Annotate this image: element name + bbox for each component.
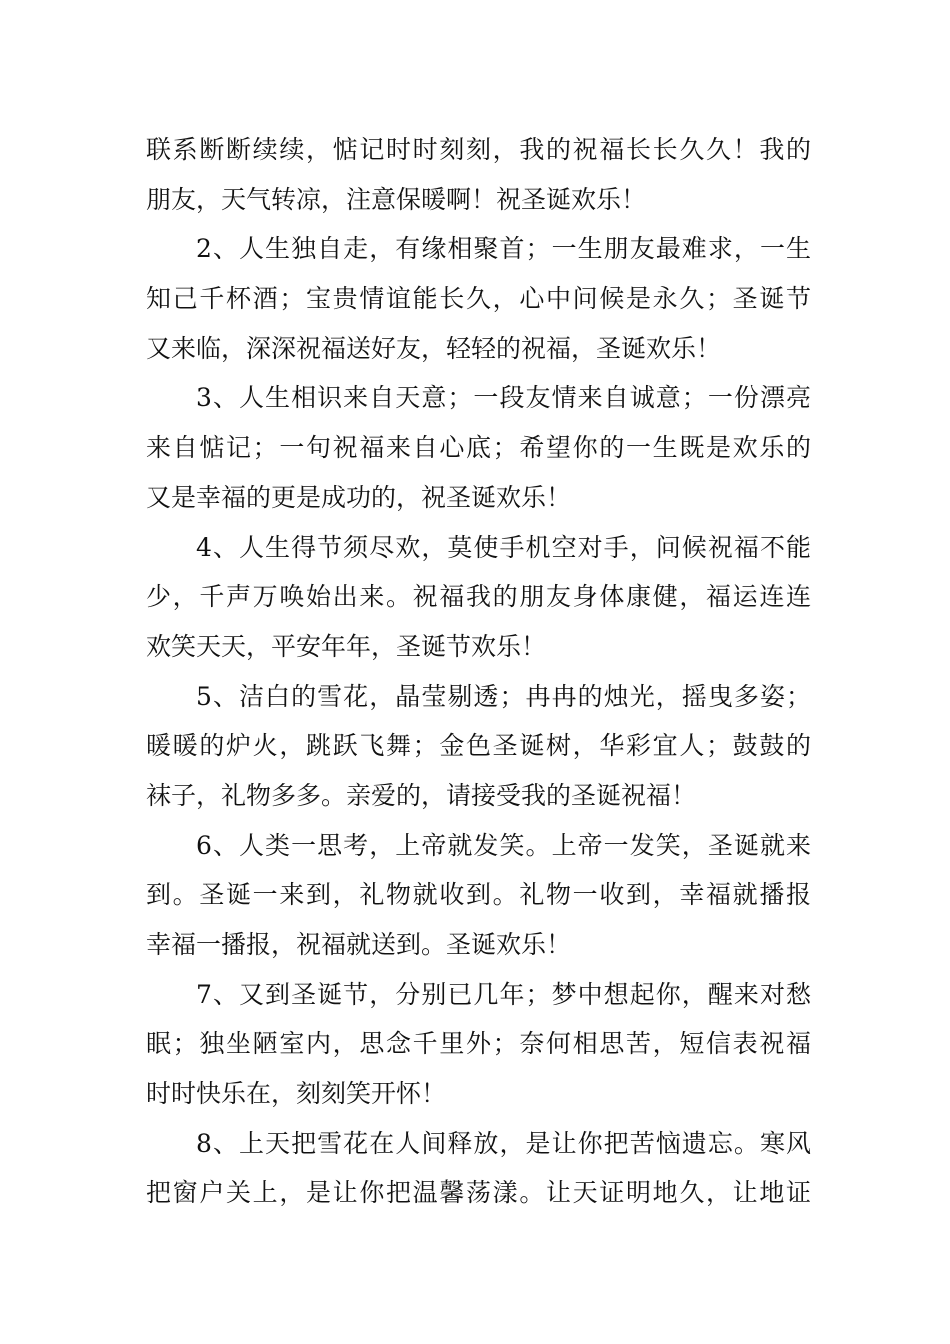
text-line: 少，千声万唤始出来。祝福我的朋友身体康健，福运连连 [146,582,811,612]
text-line: 8、上天把雪花在人间释放，是让你把苦恼遗忘。寒风 [196,1128,811,1158]
text-line: 7、又到圣诞节，分别已几年；梦中想起你，醒来对愁 [196,979,811,1009]
text-line: 又是幸福的更是成功的，祝圣诞欢乐！ [146,482,572,512]
text-line: 眠；独坐陋室内，思念千里外；奈何相思苦，短信表祝福 [146,1029,811,1059]
document-body [146,125,811,1218]
text-line: 3、人生相识来自天意；一段友情来自诚意；一份漂亮 [196,383,811,413]
text-line: 幸福一播报，祝福就送到。圣诞欢乐！ [146,930,572,959]
text-line: 联系断断续续，惦记时时刻刻，我的祝福长长久久！我的 [146,135,811,164]
text-line: 暖暖的炉火，跳跃飞舞；金色圣诞树，华彩宜人；鼓鼓的 [146,731,811,761]
text-line: 4、人生得节须尽欢，莫使手机空对手，问候祝福不能 [196,532,811,562]
text-line: 2、人生独自走，有缘相聚首；一生朋友最难求，一生 [196,234,811,264]
text-line: 又来临，深深祝福送好友，轻轻的祝福，圣诞欢乐！ [146,333,722,363]
text-line: 知己千杯酒；宝贵情谊能长久，心中问候是永久；圣诞节 [146,284,811,314]
text-line: 欢笑天天，平安年年，圣诞节欢乐！ [146,631,547,661]
text-line: 来自惦记；一句祝福来自心底；希望你的一生既是欢乐的 [146,433,811,463]
text-line: 朋友，天气转凉，注意保暖啊！祝圣诞欢乐！ [146,184,647,214]
text-line: 时时快乐在，刻刻笑开怀！ [146,1079,447,1109]
text-line: 到。圣诞一来到，礼物就收到。礼物一收到，幸福就播报 [146,880,811,910]
text-line: 把窗户关上，是让你把温馨荡漾。让天证明地久，让地证 [146,1178,811,1208]
text-line: 袜子，礼物多多。亲爱的，请接受我的圣诞祝福！ [146,780,697,810]
text-line: 6、人类一思考，上帝就发笑。上帝一发笑，圣诞就来 [196,830,811,860]
text-line: 5、洁白的雪花，晶莹剔透；冉冉的烛光，摇曳多姿； [196,681,811,711]
